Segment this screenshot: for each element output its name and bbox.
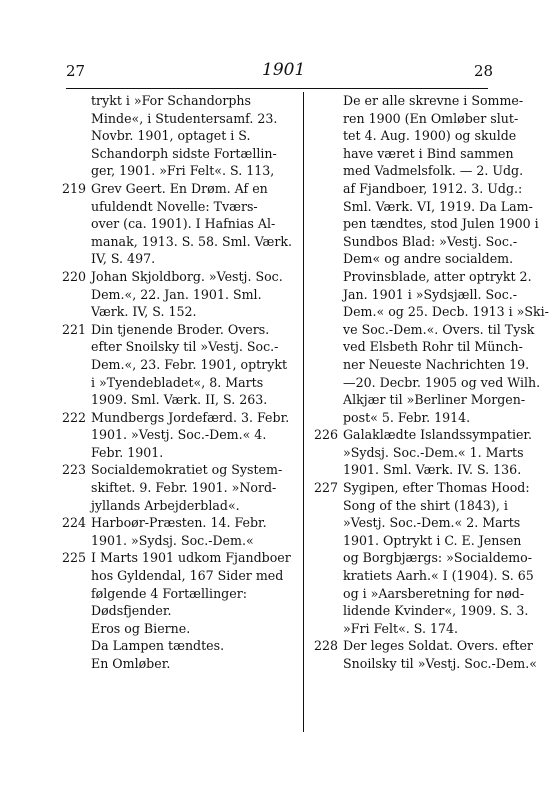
text-line: Der leges Soldat. Overs. efter bbox=[343, 638, 533, 654]
bibliography-entry bbox=[58, 92, 296, 180]
page-title: 1901 bbox=[262, 60, 306, 80]
entry-text bbox=[91, 409, 296, 462]
text-line: Eros og Bierne. bbox=[91, 620, 191, 636]
text-line: Sundbos Blad: »Vestj. Soc.- bbox=[343, 233, 518, 249]
text-line: De er alle skrevne i Somme- bbox=[343, 93, 524, 108]
text-line: Socialdemokratiet og System- bbox=[91, 462, 283, 478]
text-line: Alkjær til »Berliner Morgen- bbox=[343, 392, 526, 408]
text-line: Da Lampen tændtes. bbox=[91, 638, 225, 654]
bibliography-entry bbox=[58, 268, 296, 321]
text-line: I Marts 1901 udkom Fjandboer bbox=[91, 550, 291, 566]
text-line: af Fjandboer, 1912. 3. Udg.: bbox=[343, 180, 523, 196]
text-line: —20. Decbr. 1905 og ved Wilh. bbox=[343, 374, 541, 390]
text-line: Schandorph sidste Fortællin- bbox=[91, 145, 277, 161]
entry-number: 221 bbox=[62, 321, 87, 337]
text-line: ve Soc.-Dem.«. Overs. til Tysk bbox=[343, 321, 535, 337]
text-line: Sml. Værk. VI, 1919. Da Lam- bbox=[343, 198, 533, 214]
text-line: 1901. Optrykt i C. E. Jensen bbox=[343, 532, 522, 548]
entry-text bbox=[91, 268, 296, 321]
bibliography-entry bbox=[310, 92, 549, 426]
text-line: ren 1900 (En Omløber slut- bbox=[343, 110, 519, 126]
text-line: med Vadmelsfolk. — 2. Udg. bbox=[343, 163, 524, 179]
text-line: 1901. »Vestj. Soc.-Dem.« 4. bbox=[91, 427, 267, 443]
page-number-left: 27 bbox=[66, 62, 86, 80]
text-line: post« 5. Febr. 1914. bbox=[343, 409, 471, 425]
header-rule bbox=[66, 88, 488, 89]
bibliography-entry bbox=[310, 637, 537, 672]
entry-text bbox=[343, 637, 537, 672]
text-line: og Borgbjærgs: »Socialdemo- bbox=[343, 550, 532, 566]
entry-number: 228 bbox=[314, 638, 339, 654]
text-line: tet 4. Aug. 1900) og skulde bbox=[343, 128, 517, 144]
entry-text bbox=[91, 321, 296, 409]
text-line: manak, 1913. S. 58. Sml. Værk. bbox=[91, 233, 293, 249]
text-line: Grev Geert. En Drøm. Af en bbox=[91, 180, 268, 196]
text-line: ger, 1901. »Fri Felt«. S. 113, bbox=[91, 163, 275, 179]
column-divider bbox=[303, 92, 304, 732]
entry-number: 224 bbox=[62, 515, 87, 531]
text-line: skiftet. 9. Febr. 1901. »Nord- bbox=[91, 480, 277, 496]
right-column bbox=[310, 92, 549, 673]
text-line: Febr. 1901. bbox=[91, 444, 164, 460]
entry-number: 225 bbox=[62, 550, 87, 566]
text-line: 1901. »Sydsj. Soc.-Dem.« bbox=[91, 532, 254, 548]
text-line: lidende Kvinder«, 1909. S. 3. bbox=[343, 603, 529, 619]
bibliography-entry bbox=[58, 409, 296, 462]
entry-text bbox=[91, 180, 296, 268]
text-line: pen tændtes, stod Julen 1900 i bbox=[343, 216, 539, 232]
text-line: Song of the shirt (1843), i bbox=[343, 497, 508, 513]
text-line: Dem.«, 23. Febr. 1901, optrykt bbox=[91, 356, 288, 372]
entry-text bbox=[91, 549, 296, 672]
text-line: »Sydsj. Soc.-Dem.« 1. Marts bbox=[343, 444, 524, 460]
text-line: ufuldendt Novelle: Tværs- bbox=[91, 198, 258, 214]
bibliography-entry bbox=[58, 461, 296, 514]
text-line: Værk. IV, S. 152. bbox=[91, 304, 197, 320]
text-line: følgende 4 Fortællinger: bbox=[91, 585, 247, 601]
entry-number: 222 bbox=[62, 409, 87, 425]
entry-text bbox=[91, 514, 296, 549]
text-line: ner Neueste Nachrichten 19. bbox=[343, 356, 530, 372]
text-line: Johan Skjoldborg. »Vestj. Soc. bbox=[91, 268, 283, 284]
text-line: Mundbergs Jordefærd. 3. Febr. bbox=[91, 409, 290, 425]
bibliography-entry bbox=[310, 479, 534, 637]
page-number-right: 28 bbox=[474, 62, 494, 80]
text-line: efter Snoilsky til »Vestj. Soc.- bbox=[91, 339, 279, 355]
entry-number bbox=[58, 92, 91, 180]
bibliography-entry bbox=[58, 514, 296, 549]
text-line: over (ca. 1901). I Hafnias Al- bbox=[91, 216, 276, 232]
text-line: Novbr. 1901, optaget i S. bbox=[91, 128, 251, 144]
entry-number: 223 bbox=[62, 462, 87, 478]
text-line: Dødsfjender. bbox=[91, 603, 172, 619]
bibliography-entry bbox=[58, 549, 296, 672]
text-line: »Vestj. Soc.-Dem.« 2. Marts bbox=[343, 515, 521, 531]
text-line: Galaklædte Islandssympatier. bbox=[343, 427, 533, 443]
text-line: Dem« og andre socialdem. bbox=[343, 251, 514, 267]
text-line: IV, S. 497. bbox=[91, 251, 156, 267]
entry-text bbox=[343, 426, 532, 479]
text-line: Din tjenende Broder. Overs. bbox=[91, 321, 270, 337]
text-line: 1909. Sml. Værk. II, S. 263. bbox=[91, 392, 268, 408]
text-line: have været i Bind sammen bbox=[343, 145, 514, 161]
text-line: 1901. Sml. Værk. IV. S. 136. bbox=[343, 462, 522, 478]
text-line: hos Gyldendal, 167 Sider med bbox=[91, 568, 284, 584]
text-line: En Omløber. bbox=[91, 656, 171, 671]
entry-number: 220 bbox=[62, 268, 87, 284]
entry-number: 219 bbox=[62, 180, 87, 196]
text-line: og i »Aarsberetning for nød- bbox=[343, 585, 525, 601]
entry-text bbox=[91, 461, 296, 514]
entry-text bbox=[343, 479, 534, 637]
entry-text bbox=[91, 92, 296, 180]
entry-text bbox=[343, 92, 549, 426]
bibliography-entry bbox=[58, 180, 296, 268]
text-line: jyllands Arbejderblad«. bbox=[91, 497, 240, 513]
text-line: Minde«, i Studentersamf. 23. bbox=[91, 110, 278, 126]
text-line: Snoilsky til »Vestj. Soc.-Dem.« bbox=[343, 656, 537, 671]
left-column bbox=[58, 92, 296, 673]
text-line: trykt i »For Schandorphs bbox=[91, 93, 251, 108]
text-line: Jan. 1901 i »Sydsjæll. Soc.- bbox=[343, 286, 518, 302]
entry-number: 226 bbox=[314, 427, 339, 443]
text-line: Sygipen, efter Thomas Hood: bbox=[343, 480, 530, 496]
text-line: »Fri Felt«. S. 174. bbox=[343, 620, 459, 636]
text-line: kratiets Aarh.« I (1904). S. 65 bbox=[343, 568, 534, 584]
text-line: ved Elsbeth Rohr til Münch- bbox=[343, 339, 523, 355]
entry-number bbox=[310, 92, 343, 426]
text-line: Harboør-Præsten. 14. Febr. bbox=[91, 515, 267, 531]
text-line: Dem.«, 22. Jan. 1901. Sml. bbox=[91, 286, 262, 302]
bibliography-entry bbox=[58, 321, 296, 409]
text-line: Dem.« og 25. Decb. 1913 i »Ski- bbox=[343, 304, 549, 320]
entry-number: 227 bbox=[314, 480, 339, 496]
text-line: Provinsblade, atter optrykt 2. bbox=[343, 268, 532, 284]
bibliography-entry bbox=[310, 426, 533, 479]
text-line: i »Tyendebladet«, 8. Marts bbox=[91, 374, 264, 390]
